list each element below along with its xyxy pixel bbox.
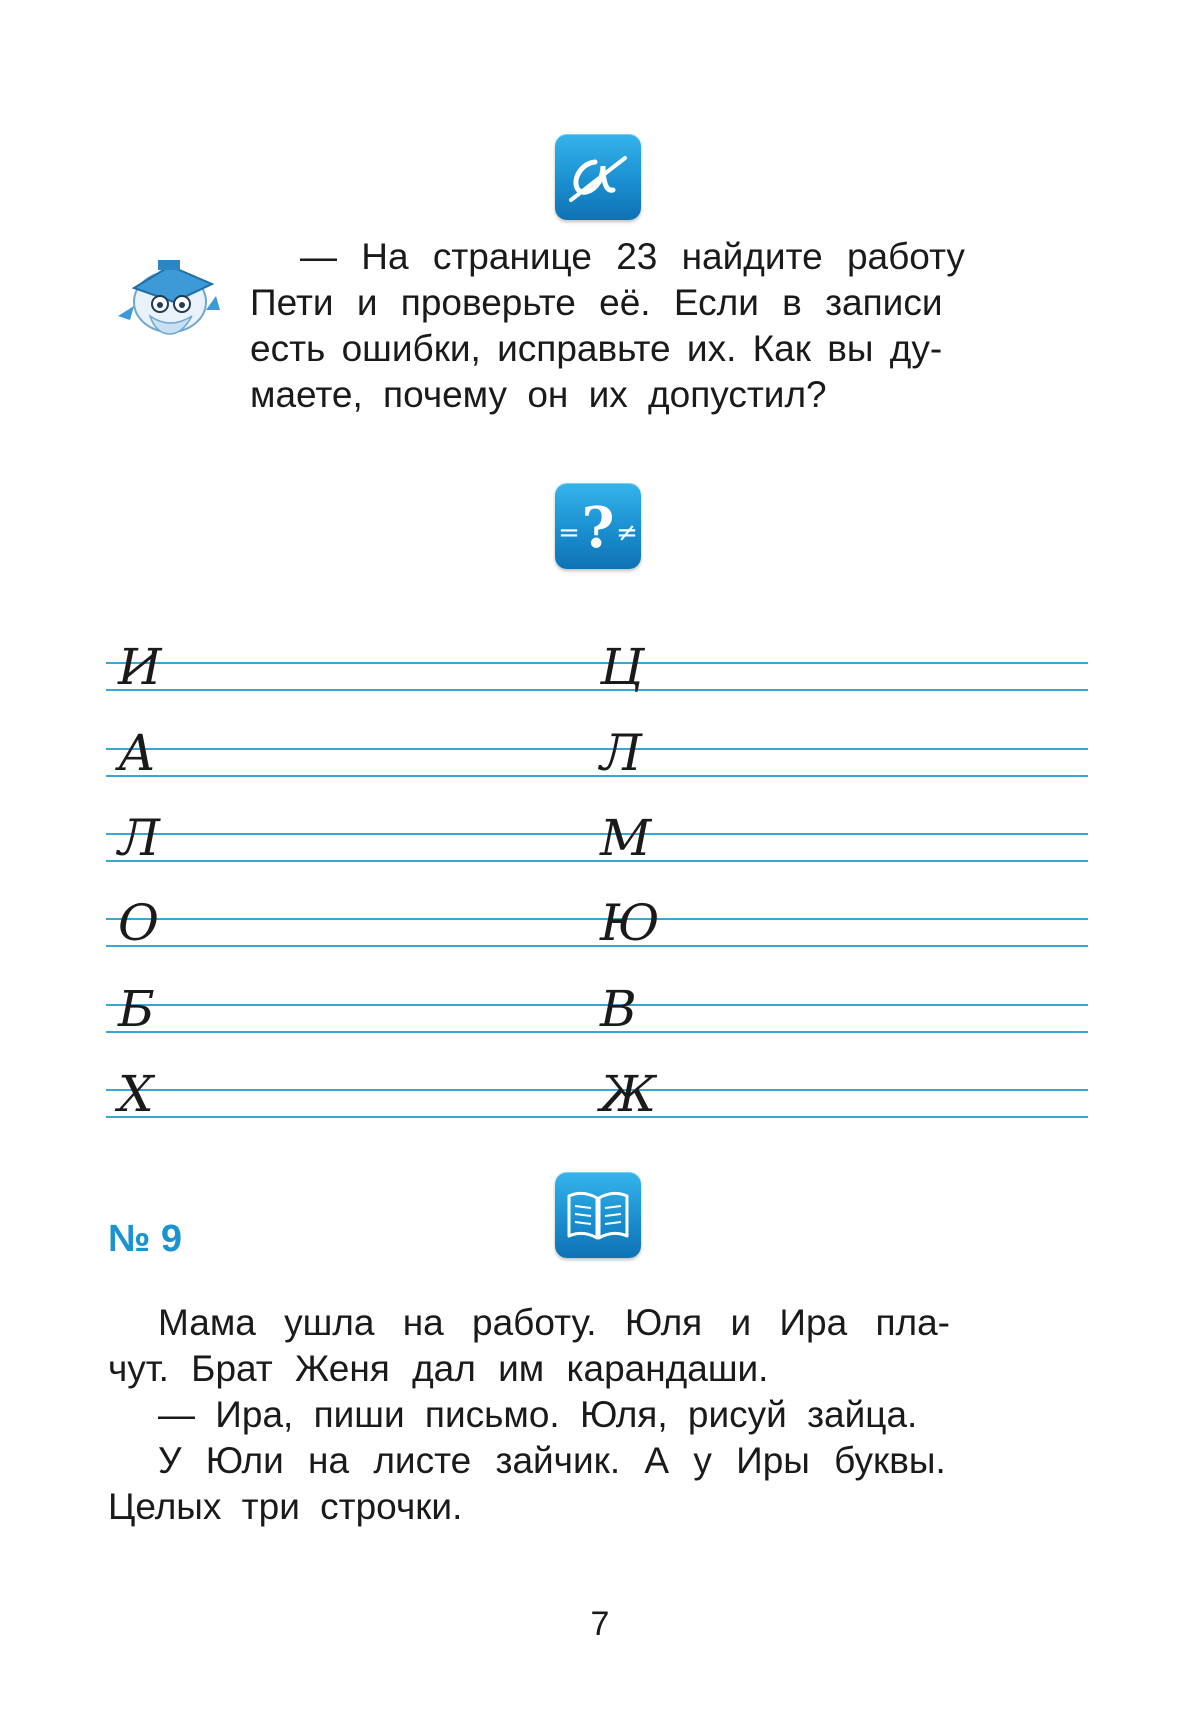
story-line-1: Мама ушла на работу. Юля и Ира пла- — [158, 1302, 950, 1343]
exercise-number: № 9 — [108, 1218, 183, 1260]
letter-left-2: А — [118, 724, 156, 782]
story-line-4: У Юли на листе зайчик. А у Иры буквы. — [158, 1440, 946, 1481]
letter-left-3: Л — [118, 809, 160, 867]
ruled-line-1 — [106, 662, 1088, 691]
svg-text:=: = — [558, 518, 580, 548]
professor-owl-mascot — [112, 250, 224, 340]
story-line-5: Целых три строчки. — [108, 1486, 463, 1527]
letter-left-5: Б — [118, 980, 155, 1038]
open-book-icon — [555, 1172, 641, 1258]
page-number: 7 — [590, 1605, 610, 1643]
intro-line-1: — На странице 23 найдите работу — [300, 236, 965, 277]
letter-right-5: В — [600, 980, 637, 1038]
ruled-line-6 — [106, 1089, 1088, 1118]
ruled-line-2 — [106, 748, 1088, 777]
question-equal-not-equal-icon — [555, 483, 641, 569]
svg-text:?: ? — [581, 495, 615, 561]
letter-right-3: М — [600, 809, 652, 867]
letter-left-4: О — [118, 894, 159, 952]
letter-left-6: Х — [118, 1065, 154, 1123]
intro-paragraph — [250, 234, 1088, 418]
intro-line-3: есть ошибки, исправьте их. Как вы ду- — [250, 328, 943, 369]
ruled-line-3 — [106, 833, 1088, 862]
intro-line-2: Пети и проверьте её. Если в записи — [250, 282, 943, 323]
intro-line-4: маете, почему он их допустил? — [250, 374, 827, 415]
letter-right-2: Л — [600, 724, 642, 782]
letter-right-6: Ж — [600, 1065, 657, 1123]
story-paragraph — [108, 1300, 1088, 1530]
letter-left-1: И — [118, 638, 162, 696]
ruled-line-5 — [106, 1004, 1088, 1033]
svg-text:≠: ≠ — [616, 518, 638, 548]
ruled-line-4 — [106, 918, 1088, 947]
letter-right-1: Ц — [600, 638, 644, 696]
story-line-2: чут. Брат Женя дал им карандаши. — [108, 1348, 769, 1389]
cursive-a-crossed-icon — [555, 134, 641, 220]
story-line-3: — Ира, пиши письмо. Юля, рисуй зайца. — [158, 1394, 918, 1435]
letter-right-4: Ю — [600, 894, 660, 952]
